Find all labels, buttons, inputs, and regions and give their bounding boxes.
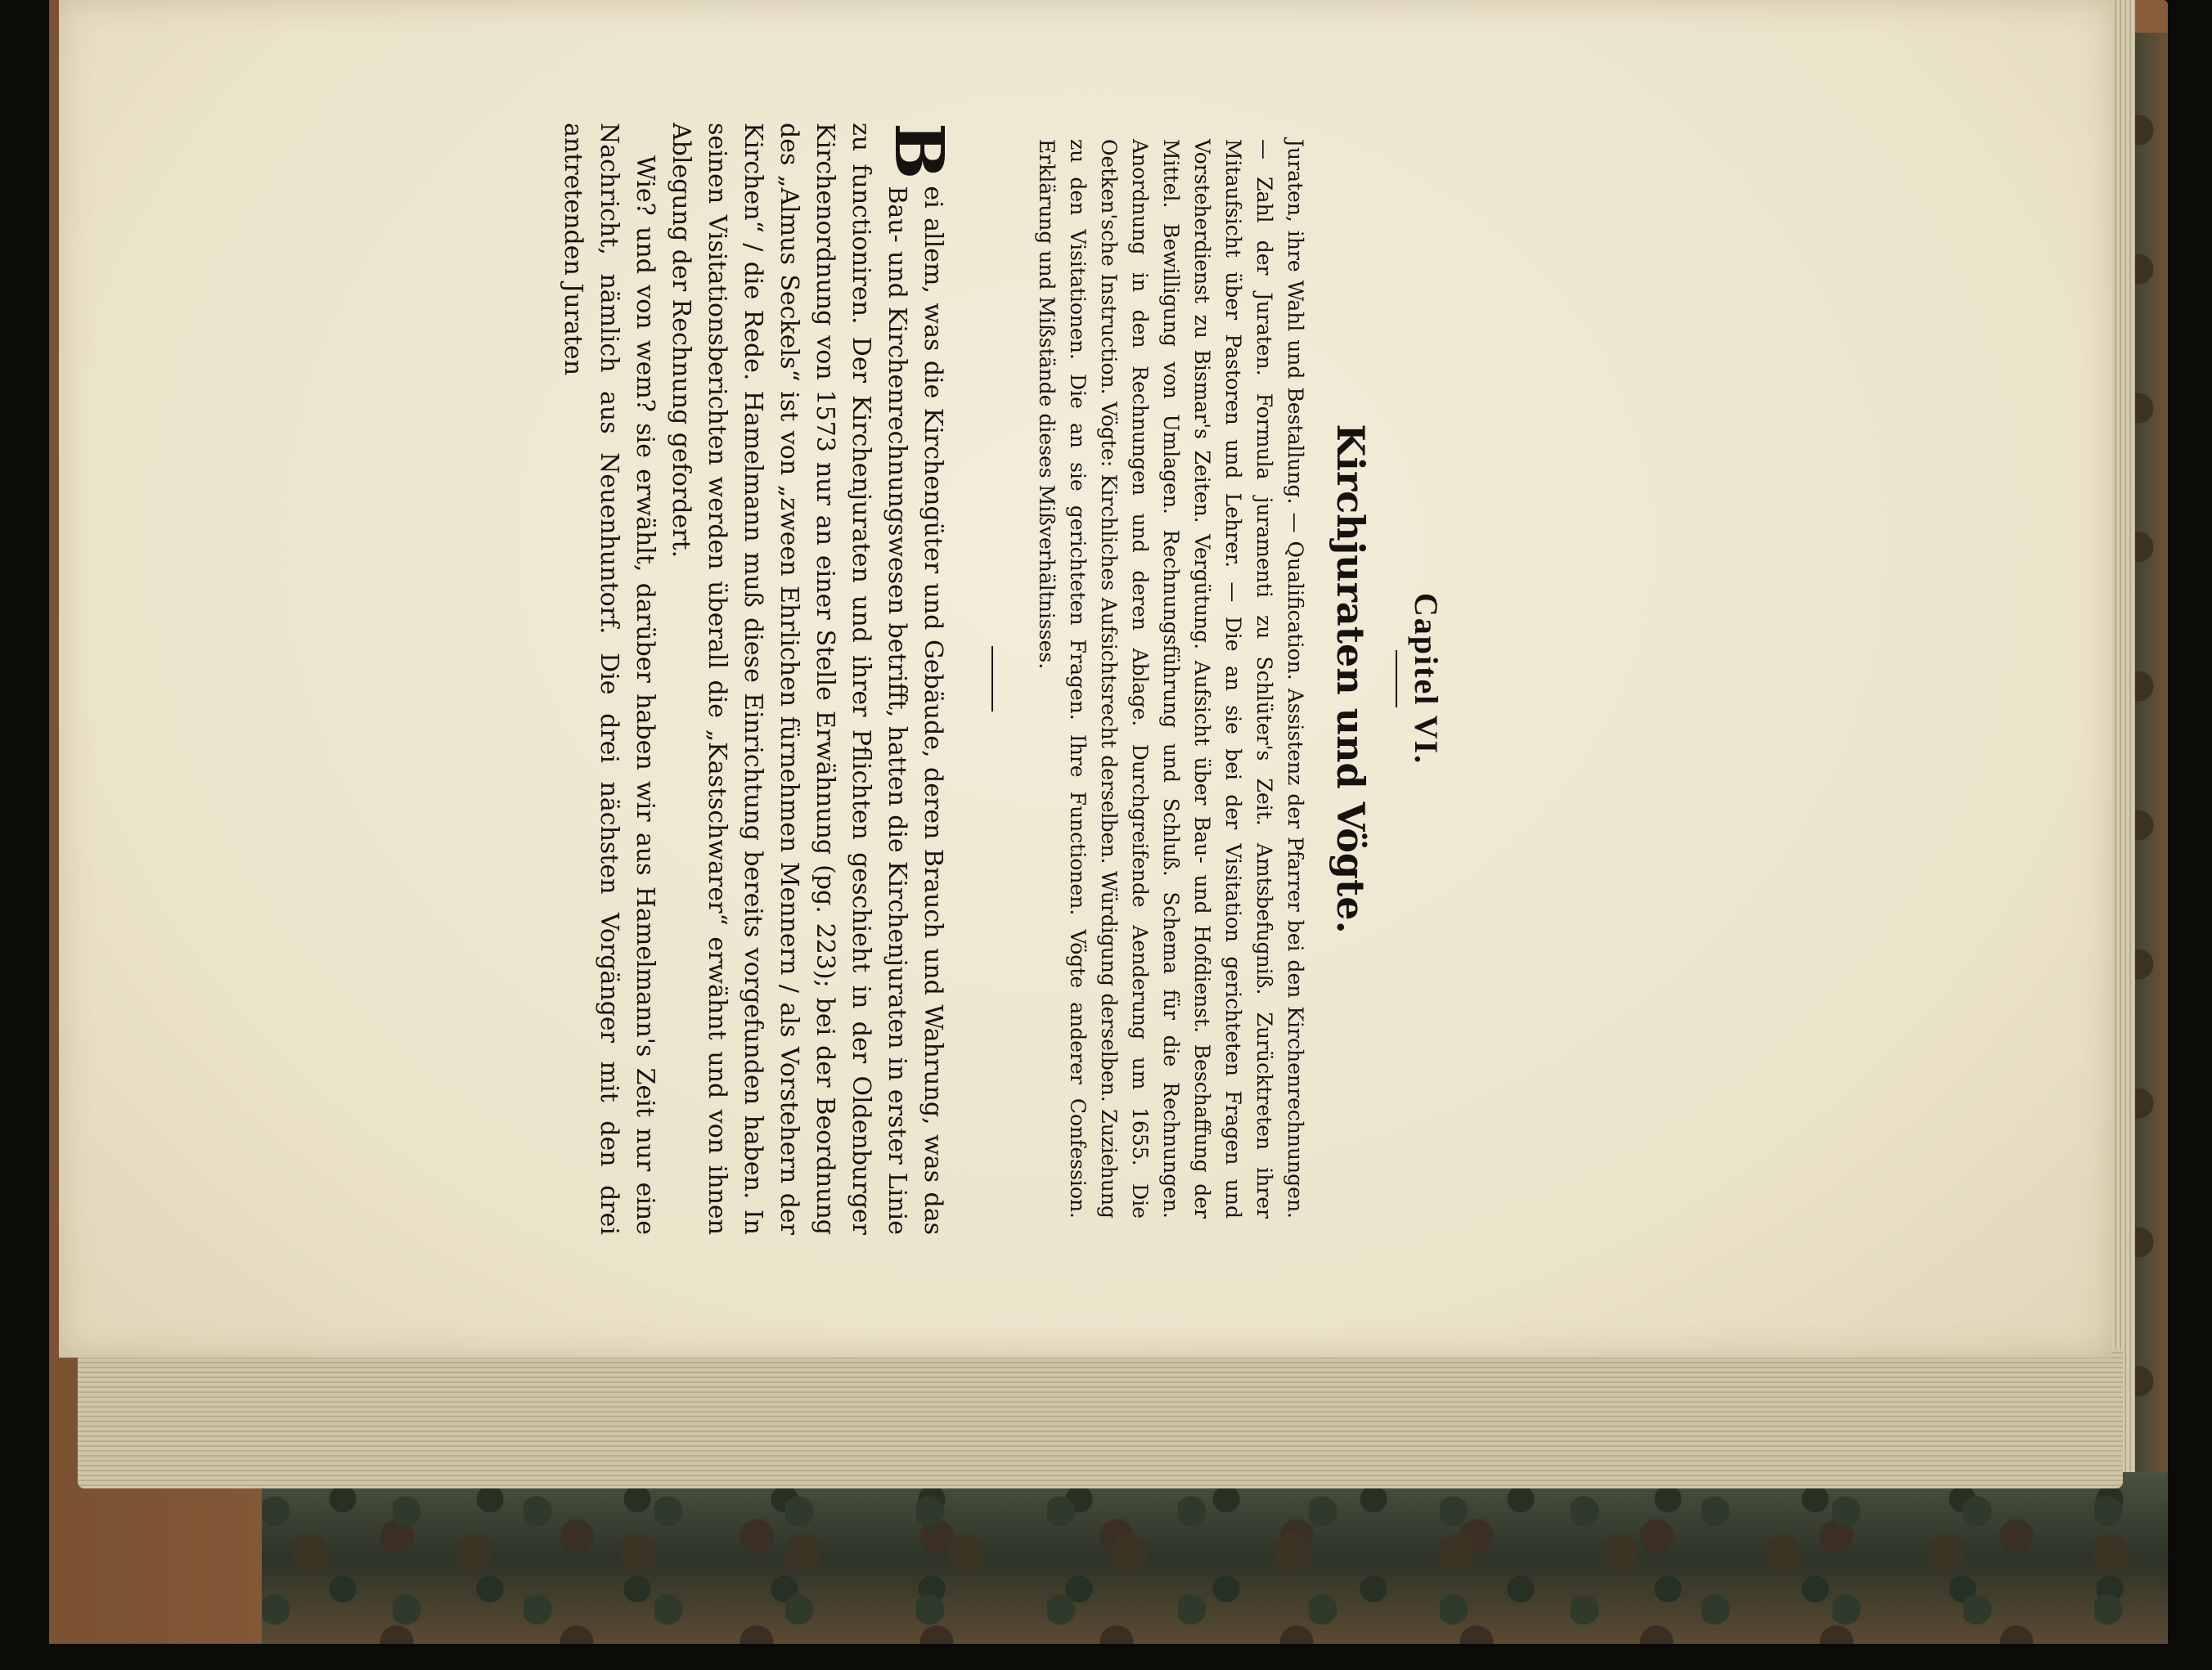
chapter-summary: Juraten, ihre Wahl und Bestallung. — Qualification. Assistenz der Pfarrer bei den Kirchenrechnungen. — Zahl der Juraten. Formula juramenti zu Schlüter's Zeit. Amtsbefugniß. Zurücktreten ihrer Mitaufsicht über Pastoren und Lehrer. — Die an sie bei der Visitation gerichteten Fragen und Vorsteherdienst zu Bismar's Zeiten. Vergütung. Aufsicht über Bau- und Hofdienst. Beschaffung der Mittel. Bewilligung von Umlagen. Rechnungsführung und Schluß. Schema für die Rechnungen. Anordnung in den Rechnungen und deren Ablage. Durchgreifende Aenderung um 1655. Die Oetken'sche Instruction. Vögte: Kirchliches Aufsichtsrecht derselben. Würdigung derselben. Zuziehung zu den Visitationen. Die an sie gerichteten Fragen. Ihre Functionen. Vögte anderer Confession. Erklärung und Mißstände dieses Mißverhältnisses. [1035,139,1307,1219]
paragraph-2: Wie? und von wem? sie erwählt, darüber haben wir aus Hamelmann's Zeit nur eine Nachricht, nämlich aus Neuenhuntorf. Die drei nächsten Vorgänger mit den drei antretenden Juraten [559,123,659,1235]
chapter-title: Kirchjuraten und Vögte. [1329,424,1373,934]
section-rule [991,646,993,712]
paragraph-1 [663,123,958,1235]
chapter-number: Capitel VI. [1408,592,1445,765]
paragraph-1-text: ei allem, was die Kirchengüter und Gebäude, deren Brauch und Wahrung, was das Bau- und Kirchenrechnungswesen betrifft, hatten die Kirchenjuraten in erster Linie zu functioniren. Der Kirchenjuraten und ihrer Pflichten geschieht in der Oldenburger Kirchenordnung von 1573 nur an einer Stelle Erwähnung (pg. 223); bei der Beordnung des „Almus Seckels“ ist von „zween Ehrlichen fürnehmen Mennern / als Vorstehern der Kirchen“ / die Rede. Hamelmann muß diese Einrichtung bereits vorgefunden haben. In seinen Visitationsberichten werden überall die „Kastschwarer“ erwähnt und von ihnen Ablegung der Rechnung gefordert. [667,123,947,1235]
marbled-edge-bottom [262,1472,2168,1644]
drop-cap: B [879,123,958,180]
body-text [555,123,958,1235]
rotated-text-block [559,114,1454,1243]
page-block-edge-bottom [78,1349,2123,1488]
scan-left-margin [0,0,49,1670]
book-page [59,0,2112,1358]
chapter-rule [1396,650,1397,707]
